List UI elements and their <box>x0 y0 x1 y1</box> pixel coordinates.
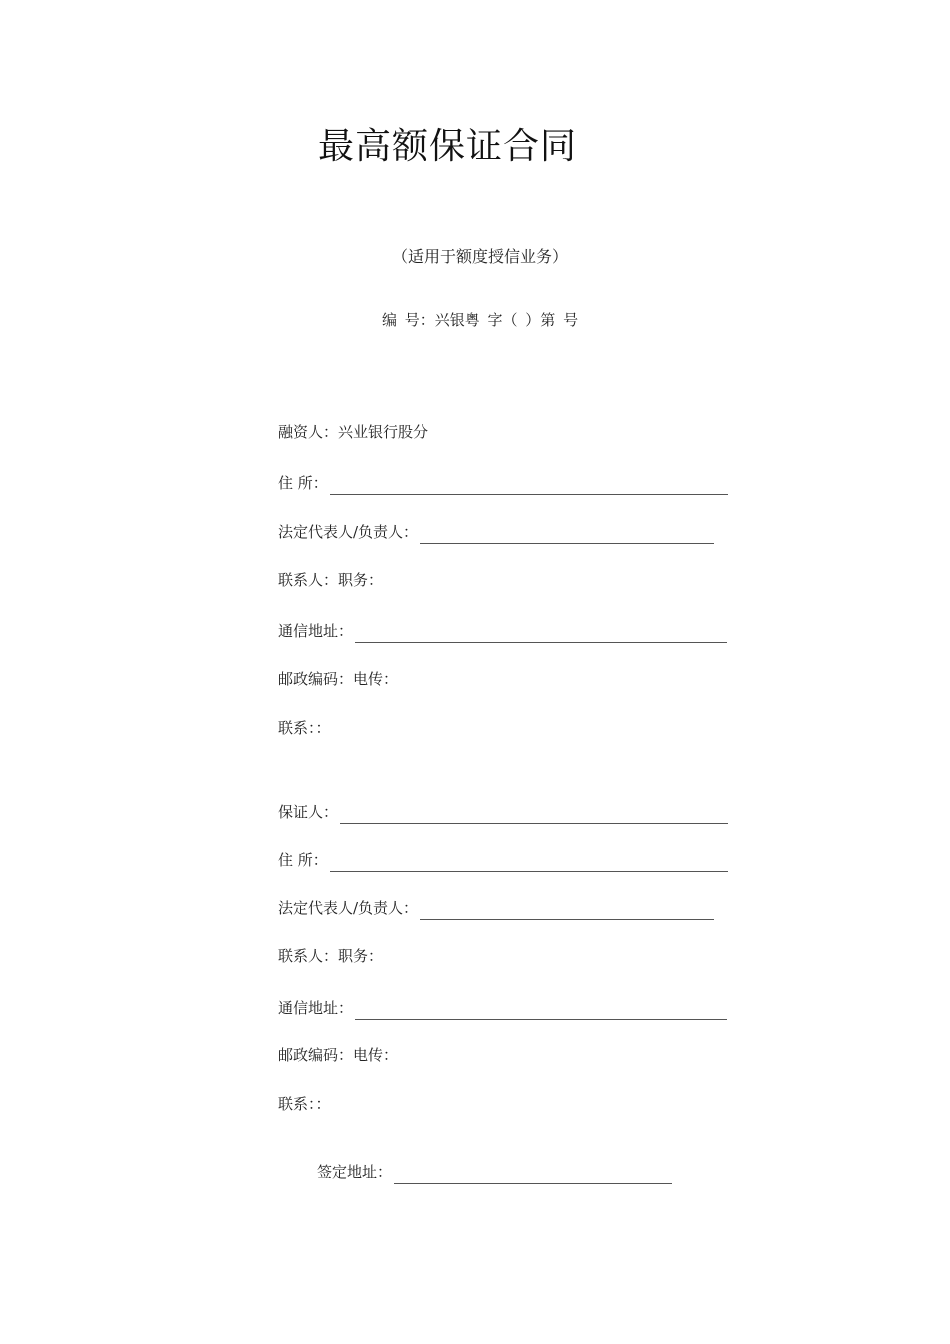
guarantor-contact2-label: 联系：： <box>278 1095 331 1113</box>
guarantor-legal-rep-field <box>278 896 714 920</box>
guarantor-contact-label: 联系人：职务： <box>278 947 384 965</box>
guarantor-address-blank[interactable] <box>330 854 728 872</box>
guarantor-legal-rep-blank[interactable] <box>420 902 714 920</box>
financer-legal-rep-field <box>278 520 714 544</box>
financer-address-field <box>278 471 728 495</box>
document-subtitle: （适用于额度授信业务） <box>392 247 569 266</box>
financer-mailing-address-label: 通信地址： <box>278 622 354 640</box>
contract-number-line: 编 号：兴银粤 字（ ）第 号 <box>382 311 579 329</box>
signing-place-label: 签定地址： <box>317 1163 393 1181</box>
financer-mailing-address-field <box>278 619 727 643</box>
guarantor-legal-rep-label: 法定代表人/负责人： <box>278 899 419 917</box>
financer-postal-label: 邮政编码：电传： <box>278 670 399 688</box>
guarantor-blank[interactable] <box>340 806 728 824</box>
guarantor-label: 保证人： <box>278 803 339 821</box>
financer-legal-rep-blank[interactable] <box>420 526 714 544</box>
financer-legal-rep-label: 法定代表人/负责人： <box>278 523 419 541</box>
financer-label: 融资人：兴业银行股分 <box>278 423 429 441</box>
guarantor-postal-label: 邮政编码：电传： <box>278 1046 399 1064</box>
guarantor-mailing-address-label: 通信地址： <box>278 999 354 1017</box>
document-title: 最高额保证合同 <box>318 126 578 167</box>
guarantor-contact-field <box>278 944 383 968</box>
guarantor-contact2-field <box>278 1092 331 1116</box>
guarantor-field <box>278 800 728 824</box>
signing-place-field <box>317 1160 672 1184</box>
financer-contact-field <box>278 568 383 592</box>
financer-address-label: 住 所： <box>278 474 328 492</box>
financer-contact-label: 联系人：职务： <box>278 571 384 589</box>
signing-place-blank[interactable] <box>394 1166 672 1184</box>
financer-postal-field <box>278 667 398 691</box>
guarantor-mailing-address-field <box>278 996 727 1020</box>
financer-address-blank[interactable] <box>330 477 728 495</box>
financer-mailing-address-blank[interactable] <box>355 625 727 643</box>
guarantor-mailing-address-blank[interactable] <box>355 1002 727 1020</box>
guarantor-address-label: 住 所： <box>278 851 328 869</box>
financer-contact2-field <box>278 716 331 740</box>
financer-field <box>278 420 428 444</box>
guarantor-postal-field <box>278 1043 398 1067</box>
financer-contact2-label: 联系：： <box>278 719 331 737</box>
guarantor-address-field <box>278 848 728 872</box>
